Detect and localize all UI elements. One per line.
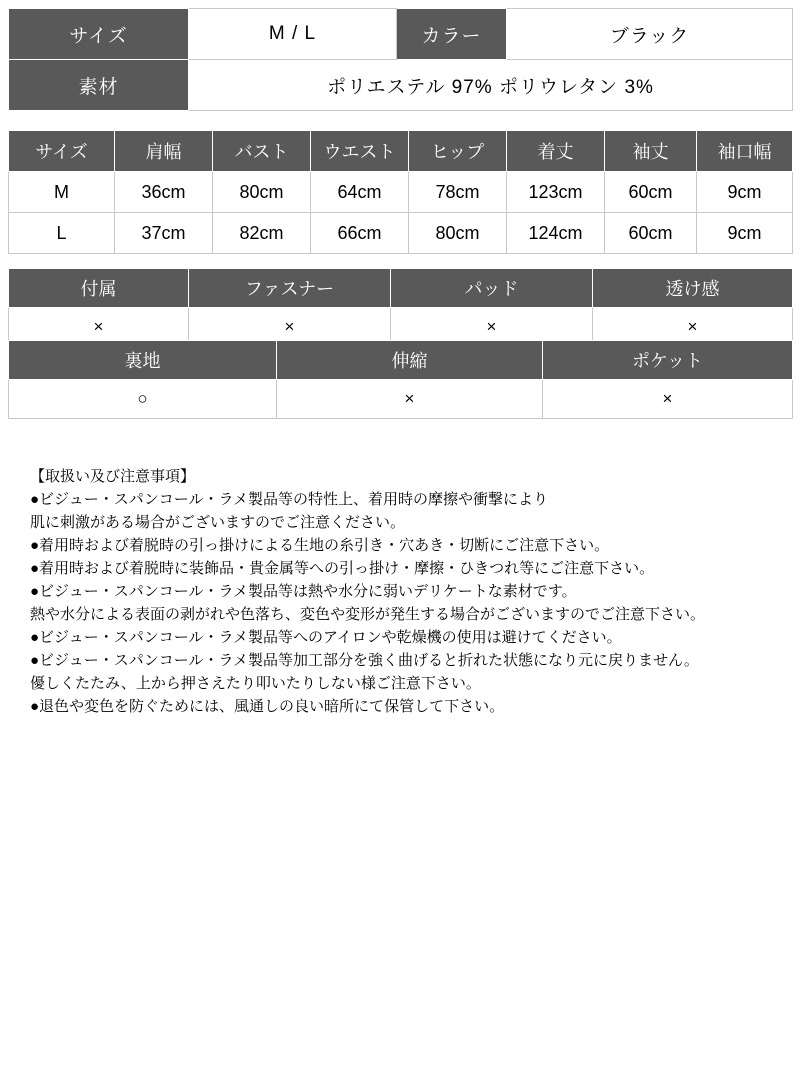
measurement-cell: 9cm xyxy=(697,213,793,254)
measurement-header-cell: 袖丈 xyxy=(605,131,697,172)
notes-title: 【取扱い及び注意事項】 xyxy=(30,468,196,485)
spec-label-color: カラー xyxy=(397,9,507,60)
notes-line: ●ビジュー・スパンコール・ラメ製品等加工部分を強く曲げると折れた状態になり元に戻りません。 xyxy=(30,652,699,669)
measurement-cell: 64cm xyxy=(311,172,409,213)
handling-notes xyxy=(30,465,770,718)
measurement-cell: 36cm xyxy=(115,172,213,213)
table-row xyxy=(9,213,793,254)
spec-value-material: ポリエステル 97% ポリウレタン 3% xyxy=(189,60,793,111)
measurement-cell: 60cm xyxy=(605,172,697,213)
table-row xyxy=(9,380,793,419)
attribute-value-stretch: × xyxy=(277,380,543,419)
notes-line: ●ビジュー・スパンコール・ラメ製品等へのアイロンや乾燥機の使用は避けてください。 xyxy=(30,629,622,646)
attribute-header-stretch: 伸縮 xyxy=(277,341,543,380)
measurement-cell: 60cm xyxy=(605,213,697,254)
table-row xyxy=(9,172,793,213)
measurement-header-cell: バスト xyxy=(213,131,311,172)
table-row xyxy=(9,9,793,60)
attribute-header-pad: パッド xyxy=(391,269,593,308)
spec-value-size: M / L xyxy=(189,9,397,60)
attribute-header-accessory: 付属 xyxy=(9,269,189,308)
measurement-cell: 80cm xyxy=(213,172,311,213)
attribute-header-pocket: ポケット xyxy=(543,341,793,380)
measurement-cell: M xyxy=(9,172,115,213)
measurement-cell: 124cm xyxy=(507,213,605,254)
spec-label-material: 素材 xyxy=(9,60,189,111)
attribute-value-lining: ○ xyxy=(9,380,277,419)
measurement-cell: L xyxy=(9,213,115,254)
attribute-value-accessory: × xyxy=(9,308,189,347)
table-row xyxy=(9,60,793,111)
measurement-table xyxy=(8,130,793,254)
measurement-cell: 66cm xyxy=(311,213,409,254)
measurement-cell: 82cm xyxy=(213,213,311,254)
notes-line: ●ビジュー・スパンコール・ラメ製品等の特性上、着用時の摩擦や衝撃により xyxy=(30,491,549,508)
measurement-header-cell: 着丈 xyxy=(507,131,605,172)
attribute-value-sheerness: × xyxy=(593,308,793,347)
notes-line: 肌に刺激がある場合がございますのでご注意ください。 xyxy=(30,514,406,531)
measurement-header-cell: ヒップ xyxy=(409,131,507,172)
notes-line: ●着用時および着脱時に装飾品・貴金属等への引っ掛け・摩擦・ひきつれ等にご注意下さい。 xyxy=(30,560,655,577)
attribute-table-secondary xyxy=(8,340,793,419)
table-header-row xyxy=(9,269,793,308)
measurement-cell: 123cm xyxy=(507,172,605,213)
attribute-value-pad: × xyxy=(391,308,593,347)
measurement-cell: 9cm xyxy=(697,172,793,213)
attribute-header-sheerness: 透け感 xyxy=(593,269,793,308)
notes-line: ●退色や変色を防ぐためには、風通しの良い暗所にて保管して下さい。 xyxy=(30,698,505,715)
table-header-row xyxy=(9,131,793,172)
notes-line: ●着用時および着脱時の引っ掛けによる生地の糸引き・穴あき・切断にご注意下さい。 xyxy=(30,537,610,554)
measurement-header-cell: ウエスト xyxy=(311,131,409,172)
measurement-header-cell: サイズ xyxy=(9,131,115,172)
measurement-header-cell: 肩幅 xyxy=(115,131,213,172)
spec-table xyxy=(8,8,793,111)
measurement-cell: 78cm xyxy=(409,172,507,213)
spec-value-color: ブラック xyxy=(507,9,793,60)
notes-line: 熱や水分による表面の剥がれや色落ち、変色や変形が発生する場合がございますのでご注意下さい。 xyxy=(30,606,706,623)
spec-label-size: サイズ xyxy=(9,9,189,60)
measurement-header-cell: 袖口幅 xyxy=(697,131,793,172)
attribute-table xyxy=(8,268,793,347)
attribute-header-lining: 裏地 xyxy=(9,341,277,380)
notes-line: 優しくたたみ、上から押さえたり叩いたりしない様ご注意下さい。 xyxy=(30,675,481,692)
attribute-header-zipper: ファスナー xyxy=(189,269,391,308)
notes-line: ●ビジュー・スパンコール・ラメ製品等は熱や水分に弱いデリケートな素材です。 xyxy=(30,583,577,600)
attribute-value-pocket: × xyxy=(543,380,793,419)
attribute-value-zipper: × xyxy=(189,308,391,347)
measurement-cell: 37cm xyxy=(115,213,213,254)
table-header-row xyxy=(9,341,793,380)
measurement-cell: 80cm xyxy=(409,213,507,254)
